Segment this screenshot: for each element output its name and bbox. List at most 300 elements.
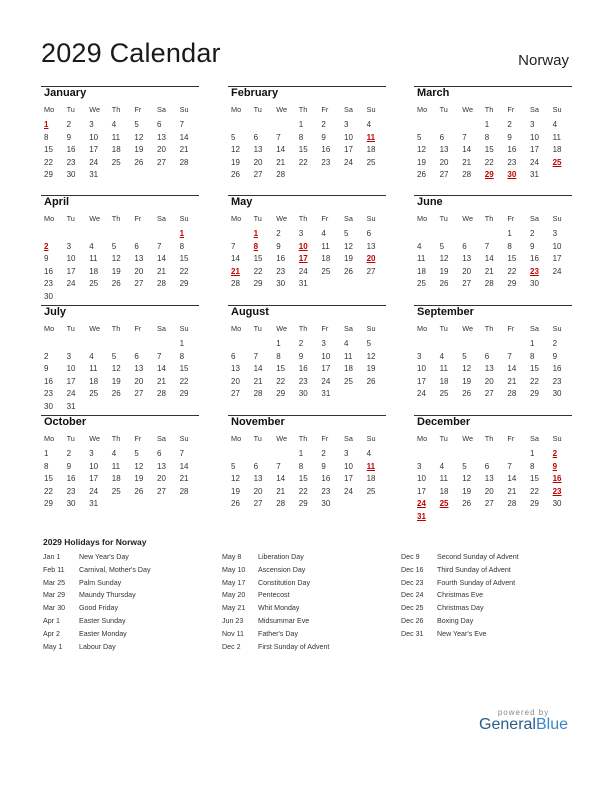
holiday-row bbox=[222, 643, 402, 656]
month-january bbox=[41, 86, 199, 191]
day-cell: 16 bbox=[44, 266, 53, 276]
day-cell: 21 bbox=[276, 486, 286, 496]
holiday-row bbox=[222, 553, 402, 566]
day-cell: 23 bbox=[552, 376, 562, 386]
weekday-label: Su bbox=[179, 324, 189, 333]
day-cell: 18 bbox=[552, 145, 562, 155]
weekday-header bbox=[414, 105, 572, 117]
weekday-label: Mo bbox=[44, 105, 55, 114]
weekday-label: Mo bbox=[44, 214, 55, 223]
day-cell: 23 bbox=[321, 157, 331, 167]
holiday-name: Christmas Eve bbox=[437, 591, 484, 600]
brand-name-blue: Blue bbox=[535, 716, 568, 733]
day-cell: 25 bbox=[344, 376, 353, 386]
day-cell: 7 bbox=[253, 351, 259, 361]
day-cell: 11 bbox=[417, 254, 426, 264]
weekday-label: Th bbox=[484, 324, 494, 333]
day-cell: 6 bbox=[439, 132, 445, 142]
day-cell: 6 bbox=[231, 351, 236, 361]
day-cell: 14 bbox=[507, 364, 517, 374]
day-cell: 18 bbox=[89, 376, 99, 386]
day-cell: 2 bbox=[44, 351, 49, 361]
day-cell: 10 bbox=[344, 132, 353, 142]
day-cell: 3 bbox=[321, 339, 326, 348]
day-cell: 1 bbox=[530, 339, 535, 348]
month-august bbox=[228, 305, 386, 410]
holiday-row bbox=[222, 591, 402, 604]
day-cell: 25 bbox=[439, 389, 449, 399]
weekday-label: Mo bbox=[231, 434, 242, 443]
holiday-row bbox=[222, 617, 402, 630]
weekday-label: Su bbox=[366, 324, 376, 333]
holiday-day-cell: 16 bbox=[552, 474, 562, 484]
day-cell: 4 bbox=[366, 449, 372, 458]
holiday-date: May 10 bbox=[222, 565, 246, 574]
weekday-label: Fr bbox=[507, 434, 515, 443]
page-title: 2029 Calendar bbox=[41, 38, 221, 68]
month-name: September bbox=[417, 306, 474, 318]
holiday-row bbox=[222, 604, 402, 617]
month-name: June bbox=[417, 196, 443, 208]
weekday-label: Su bbox=[552, 214, 562, 223]
day-cell: 1 bbox=[179, 339, 185, 348]
holiday-day-cell: 24 bbox=[417, 499, 426, 509]
day-cell: 9 bbox=[66, 461, 72, 471]
weekday-label: We bbox=[462, 324, 474, 333]
day-cell: 22 bbox=[484, 157, 494, 167]
day-cell: 14 bbox=[179, 132, 189, 142]
day-cell: 2 bbox=[321, 120, 326, 129]
holiday-date: Dec 24 bbox=[401, 591, 424, 600]
holiday-date: May 17 bbox=[222, 578, 246, 587]
weekday-label: Tu bbox=[439, 214, 448, 223]
day-cell: 30 bbox=[276, 279, 286, 289]
day-cell: 7 bbox=[179, 120, 185, 129]
holiday-row bbox=[401, 591, 581, 604]
day-cell: 16 bbox=[298, 364, 308, 374]
holiday-day-cell: 17 bbox=[298, 254, 308, 264]
day-cell: 1 bbox=[484, 120, 490, 129]
day-cell: 24 bbox=[552, 266, 562, 276]
weekday-header bbox=[228, 434, 386, 446]
weekday-label: Tu bbox=[253, 105, 262, 114]
weekday-label: Sa bbox=[157, 105, 166, 114]
holiday-name: Midsummar Eve bbox=[258, 616, 310, 625]
day-cell: 12 bbox=[417, 145, 426, 155]
day-cell: 19 bbox=[344, 254, 353, 264]
weekday-label: Su bbox=[179, 214, 189, 223]
day-cell: 21 bbox=[253, 376, 263, 386]
month-october bbox=[41, 415, 199, 520]
holiday-name: Father's Day bbox=[258, 629, 298, 638]
day-cell: 19 bbox=[111, 266, 121, 276]
day-cell: 8 bbox=[530, 461, 535, 471]
day-cell: 11 bbox=[344, 351, 353, 361]
day-cell: 29 bbox=[530, 389, 539, 399]
holiday-row bbox=[401, 604, 581, 617]
weekday-label: Sa bbox=[530, 214, 539, 223]
holiday-day-cell: 1 bbox=[179, 229, 185, 238]
weekday-label: Tu bbox=[439, 434, 448, 443]
day-cell: 29 bbox=[507, 279, 517, 289]
day-cell: 16 bbox=[530, 254, 539, 264]
day-cell: 28 bbox=[276, 170, 286, 180]
day-cell: 16 bbox=[552, 364, 562, 374]
day-cell: 18 bbox=[417, 266, 426, 276]
day-cell: 3 bbox=[417, 351, 422, 361]
holiday-date: Jan 1 bbox=[43, 553, 61, 561]
day-cell: 24 bbox=[66, 279, 76, 289]
weekday-label: Fr bbox=[134, 214, 142, 223]
day-cell: 15 bbox=[179, 254, 189, 264]
day-cell: 9 bbox=[507, 132, 512, 142]
weekday-label: Fr bbox=[134, 324, 142, 333]
weekday-label: Sa bbox=[157, 214, 166, 223]
day-cell: 20 bbox=[134, 376, 144, 386]
holiday-column bbox=[401, 553, 581, 643]
weekday-label: Su bbox=[552, 105, 562, 114]
weekday-label: Mo bbox=[44, 434, 55, 443]
day-cell: 1 bbox=[276, 339, 281, 348]
weekday-label: Tu bbox=[66, 105, 75, 114]
day-cell: 4 bbox=[89, 351, 94, 361]
day-cell: 25 bbox=[366, 486, 376, 496]
day-cell: 24 bbox=[321, 376, 331, 386]
day-cell: 24 bbox=[530, 157, 539, 167]
day-cell: 27 bbox=[231, 389, 240, 399]
weekday-label: Th bbox=[484, 434, 494, 443]
weekday-header bbox=[41, 434, 199, 446]
day-cell: 9 bbox=[530, 241, 535, 251]
day-cell: 26 bbox=[111, 279, 121, 289]
day-cell: 13 bbox=[366, 241, 376, 251]
holiday-day-cell: 25 bbox=[439, 499, 449, 509]
holiday-day-cell: 1 bbox=[253, 229, 259, 238]
weekday-label: Mo bbox=[417, 105, 428, 114]
weekday-label: Tu bbox=[253, 324, 262, 333]
day-cell: 6 bbox=[484, 351, 490, 361]
day-cell: 23 bbox=[507, 157, 517, 167]
weekday-label: Th bbox=[298, 324, 308, 333]
day-cell: 17 bbox=[344, 474, 353, 484]
day-cell: 10 bbox=[552, 241, 562, 251]
day-cell: 17 bbox=[89, 145, 99, 155]
day-cell: 19 bbox=[439, 266, 449, 276]
day-cell: 20 bbox=[134, 266, 144, 276]
day-cell: 24 bbox=[89, 486, 99, 496]
holiday-name: Second Sunday of Advent bbox=[437, 553, 519, 561]
weekday-label: Mo bbox=[231, 105, 242, 114]
day-cell: 5 bbox=[462, 351, 467, 361]
day-cell: 10 bbox=[344, 461, 353, 471]
day-cell: 26 bbox=[111, 389, 121, 399]
holiday-day-cell: 20 bbox=[366, 254, 376, 264]
day-cell: 17 bbox=[321, 364, 331, 374]
weekday-label: Sa bbox=[344, 434, 353, 443]
day-cell: 19 bbox=[134, 145, 144, 155]
day-cell: 31 bbox=[66, 402, 76, 411]
month-name: October bbox=[44, 416, 87, 428]
holiday-name: Fourth Sunday of Advent bbox=[437, 578, 516, 587]
month-name: April bbox=[44, 196, 70, 208]
day-cell: 13 bbox=[439, 145, 449, 155]
day-cell: 5 bbox=[439, 241, 445, 251]
day-cell: 13 bbox=[484, 474, 494, 484]
day-cell: 27 bbox=[253, 170, 263, 180]
day-cell: 22 bbox=[298, 157, 308, 167]
day-cell: 29 bbox=[44, 499, 53, 509]
day-cell: 2 bbox=[321, 449, 326, 458]
day-cell: 18 bbox=[321, 254, 331, 264]
day-cell: 23 bbox=[66, 486, 76, 496]
day-cell: 29 bbox=[253, 279, 263, 289]
day-cell: 18 bbox=[366, 145, 376, 155]
holiday-name: Boxing Day bbox=[437, 616, 474, 625]
weekday-header bbox=[414, 214, 572, 226]
day-cell: 18 bbox=[439, 376, 449, 386]
holiday-row bbox=[222, 579, 402, 592]
day-cell: 25 bbox=[89, 279, 99, 289]
day-cell: 26 bbox=[462, 499, 472, 509]
weekday-label: We bbox=[89, 105, 101, 114]
day-cell: 15 bbox=[530, 364, 539, 374]
day-cell: 29 bbox=[179, 279, 189, 289]
weekday-label: Tu bbox=[439, 324, 448, 333]
day-cell: 28 bbox=[507, 389, 517, 399]
month-name: February bbox=[231, 87, 279, 99]
holiday-date: Dec 2 bbox=[222, 642, 241, 651]
weekday-header bbox=[228, 214, 386, 226]
day-cell: 12 bbox=[344, 241, 353, 251]
day-cell: 7 bbox=[157, 351, 162, 361]
day-cell: 27 bbox=[462, 279, 472, 289]
day-cell: 10 bbox=[417, 364, 426, 374]
day-cell: 13 bbox=[253, 145, 263, 155]
day-cell: 14 bbox=[276, 145, 286, 155]
holiday-date: Apr 1 bbox=[43, 616, 60, 625]
day-cell: 7 bbox=[507, 461, 512, 471]
day-cell: 27 bbox=[484, 389, 494, 399]
holiday-date: Dec 25 bbox=[401, 604, 424, 613]
day-cell: 5 bbox=[344, 229, 349, 238]
holiday-row bbox=[222, 630, 402, 643]
holiday-row bbox=[43, 604, 223, 617]
weekday-label: Th bbox=[298, 434, 308, 443]
holiday-day-cell: 10 bbox=[298, 241, 308, 251]
weekday-header bbox=[414, 434, 572, 446]
weekday-label: Tu bbox=[439, 105, 448, 114]
holiday-name: Christmas Day bbox=[437, 604, 484, 613]
holiday-row bbox=[43, 630, 223, 643]
day-cell: 5 bbox=[111, 351, 117, 361]
holiday-row bbox=[43, 591, 223, 604]
day-cell: 13 bbox=[157, 132, 166, 142]
day-cell: 18 bbox=[366, 474, 376, 484]
day-cell: 10 bbox=[89, 461, 99, 471]
day-cell: 14 bbox=[276, 474, 286, 484]
holiday-date: Dec 23 bbox=[401, 578, 424, 587]
day-cell: 25 bbox=[417, 279, 426, 289]
holiday-date: Dec 16 bbox=[401, 565, 424, 574]
holiday-day-cell: 29 bbox=[484, 170, 494, 180]
day-cell: 16 bbox=[507, 145, 517, 155]
holiday-date: Dec 9 bbox=[401, 553, 420, 561]
month-name: August bbox=[231, 306, 269, 318]
day-cell: 18 bbox=[111, 145, 121, 155]
day-cell: 15 bbox=[484, 145, 494, 155]
weekday-label: Sa bbox=[530, 324, 539, 333]
day-cell: 15 bbox=[44, 474, 53, 484]
weekday-header bbox=[228, 105, 386, 117]
day-cell: 27 bbox=[157, 486, 166, 496]
brand-name-general: General bbox=[479, 716, 536, 733]
weekday-label: Th bbox=[298, 214, 308, 223]
day-cell: 19 bbox=[417, 157, 426, 167]
holiday-date: Mar 30 bbox=[43, 604, 66, 613]
day-cell: 9 bbox=[44, 364, 49, 374]
day-cell: 22 bbox=[44, 157, 53, 167]
day-cell: 31 bbox=[530, 170, 539, 180]
day-cell: 26 bbox=[231, 499, 240, 509]
holiday-date: May 8 bbox=[222, 553, 242, 561]
day-cell: 21 bbox=[157, 376, 166, 386]
day-cell: 5 bbox=[231, 461, 236, 471]
day-cell: 10 bbox=[321, 351, 331, 361]
day-cell: 17 bbox=[417, 376, 426, 386]
month-march bbox=[414, 86, 572, 191]
day-cell: 17 bbox=[417, 486, 426, 496]
holiday-day-cell: 11 bbox=[366, 461, 376, 471]
day-cell: 19 bbox=[134, 474, 144, 484]
day-cell: 5 bbox=[462, 461, 467, 471]
weekday-label: Fr bbox=[321, 105, 329, 114]
day-cell: 28 bbox=[157, 279, 166, 289]
day-cell: 6 bbox=[157, 449, 162, 458]
day-cell: 7 bbox=[231, 241, 236, 251]
day-cell: 22 bbox=[298, 486, 308, 496]
day-cell: 13 bbox=[484, 364, 494, 374]
day-cell: 2 bbox=[298, 339, 304, 348]
weekday-label: Tu bbox=[66, 324, 75, 333]
day-cell: 3 bbox=[344, 449, 349, 458]
weekday-label: Sa bbox=[530, 105, 539, 114]
day-cell: 22 bbox=[179, 266, 189, 276]
day-cell: 7 bbox=[462, 132, 467, 142]
day-cell: 30 bbox=[44, 292, 53, 301]
month-name: December bbox=[417, 416, 471, 428]
day-cell: 6 bbox=[157, 120, 162, 129]
day-cell: 7 bbox=[276, 132, 281, 142]
day-cell: 1 bbox=[298, 449, 304, 458]
day-cell: 22 bbox=[179, 376, 189, 386]
weekday-label: Th bbox=[484, 214, 494, 223]
day-cell: 18 bbox=[344, 364, 353, 374]
day-cell: 27 bbox=[134, 279, 144, 289]
holiday-name: Constitution Day bbox=[258, 578, 311, 587]
day-cell: 30 bbox=[552, 389, 562, 399]
weekday-label: Mo bbox=[44, 324, 55, 333]
day-cell: 15 bbox=[44, 145, 53, 155]
day-cell: 9 bbox=[552, 351, 558, 361]
day-cell: 6 bbox=[253, 461, 259, 471]
holiday-date: May 20 bbox=[222, 591, 246, 600]
day-cell: 20 bbox=[484, 376, 494, 386]
day-cell: 30 bbox=[44, 402, 53, 411]
day-cell: 15 bbox=[530, 474, 539, 484]
day-cell: 28 bbox=[507, 499, 517, 509]
day-cell: 30 bbox=[530, 279, 539, 289]
day-cell: 2 bbox=[552, 339, 558, 348]
day-cell: 9 bbox=[321, 132, 326, 142]
day-cell: 28 bbox=[179, 157, 189, 167]
day-cell: 27 bbox=[134, 389, 144, 399]
holiday-day-cell: 1 bbox=[44, 120, 49, 129]
day-cell: 19 bbox=[111, 376, 121, 386]
day-cell: 22 bbox=[253, 266, 263, 276]
weekday-label: Su bbox=[179, 434, 189, 443]
day-cell: 10 bbox=[530, 132, 539, 142]
day-cell: 7 bbox=[276, 461, 281, 471]
day-cell: 4 bbox=[111, 120, 117, 129]
day-cell: 21 bbox=[484, 266, 494, 276]
weekday-label: Su bbox=[179, 105, 189, 114]
day-cell: 12 bbox=[111, 254, 121, 264]
day-cell: 16 bbox=[321, 474, 331, 484]
month-name: July bbox=[44, 306, 67, 318]
holiday-day-cell: 21 bbox=[231, 266, 240, 276]
holiday-day-cell: 30 bbox=[507, 170, 517, 180]
day-cell: 4 bbox=[366, 120, 372, 129]
holiday-row bbox=[43, 579, 223, 592]
day-cell: 11 bbox=[552, 132, 561, 142]
day-cell: 10 bbox=[89, 132, 99, 142]
day-cell: 8 bbox=[484, 132, 490, 142]
day-cell: 21 bbox=[179, 474, 189, 484]
day-cell: 18 bbox=[111, 474, 121, 484]
day-cell: 26 bbox=[134, 486, 144, 496]
day-cell: 28 bbox=[484, 279, 494, 289]
day-cell: 12 bbox=[111, 364, 121, 374]
day-cell: 11 bbox=[321, 241, 330, 251]
weekday-label: We bbox=[276, 105, 288, 114]
day-cell: 26 bbox=[417, 170, 426, 180]
weekday-label: Sa bbox=[157, 434, 166, 443]
holiday-name: Easter Monday bbox=[79, 629, 127, 638]
day-cell: 16 bbox=[321, 145, 331, 155]
weekday-label: Fr bbox=[507, 105, 515, 114]
day-cell: 8 bbox=[179, 241, 185, 251]
day-cell: 12 bbox=[462, 474, 472, 484]
day-cell: 30 bbox=[298, 389, 308, 399]
day-cell: 11 bbox=[89, 254, 98, 264]
day-cell: 6 bbox=[484, 461, 490, 471]
holiday-name: Easter Sunday bbox=[79, 616, 126, 625]
day-cell: 3 bbox=[552, 229, 558, 238]
day-cell: 17 bbox=[344, 145, 353, 155]
weekday-label: Fr bbox=[134, 434, 142, 443]
day-cell: 7 bbox=[157, 241, 162, 251]
day-cell: 30 bbox=[321, 499, 331, 509]
day-cell: 13 bbox=[253, 474, 263, 484]
holiday-day-cell: 2 bbox=[44, 241, 49, 251]
month-december bbox=[414, 415, 572, 520]
weekday-label: We bbox=[276, 324, 288, 333]
day-cell: 8 bbox=[44, 132, 49, 142]
day-cell: 12 bbox=[134, 461, 144, 471]
holiday-row bbox=[401, 630, 581, 643]
day-cell: 4 bbox=[439, 351, 445, 361]
month-november bbox=[228, 415, 386, 520]
